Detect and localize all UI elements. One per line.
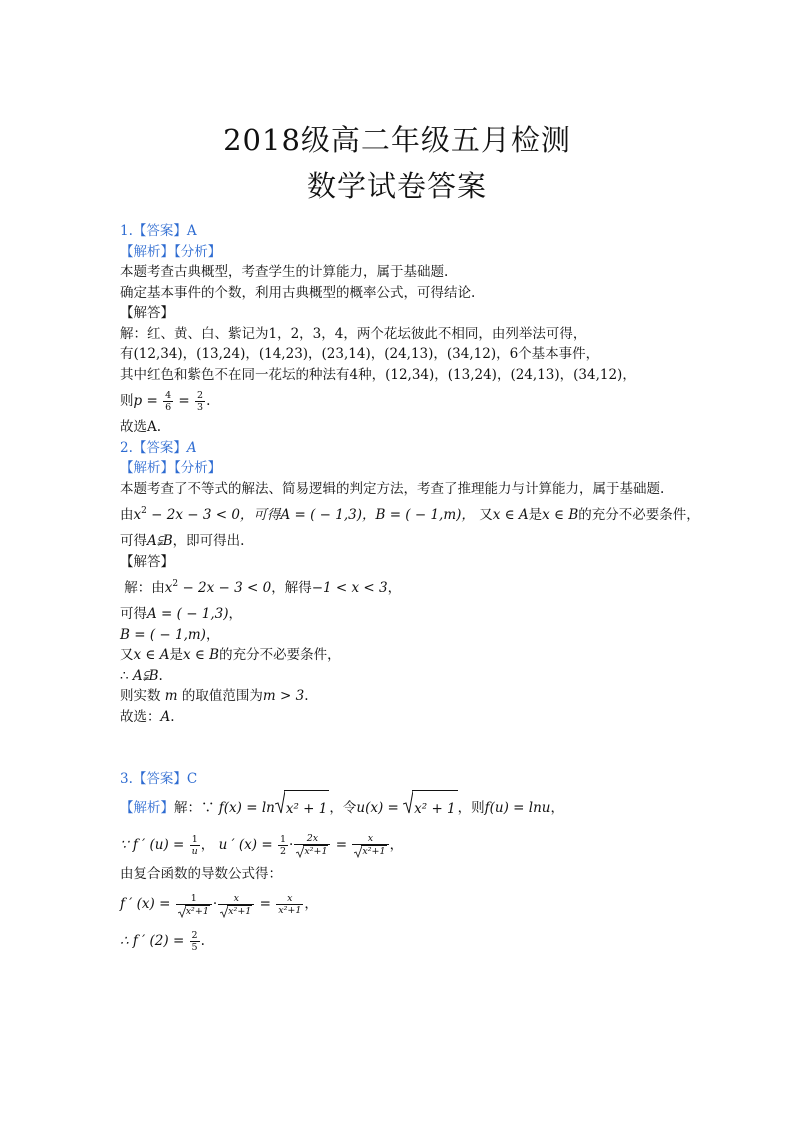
q3-line-5: ∴ f ′ (2) = $\frac{2}{5}$ . — [120, 930, 205, 953]
sqrt: x² + 1 — [403, 790, 458, 827]
sqrt: x² + 1 — [275, 790, 330, 827]
q2-conclusion: 故选：A. — [120, 708, 175, 725]
fraction: $\frac{2}{3}$ — [197, 390, 204, 413]
fraction: $\frac{4}{6}$ — [165, 390, 172, 413]
q1-para-5: 其中红色和紫色不在同一花坛的种法有4种，(12,34)，(13,24)，(24,13)，(34,12)， — [120, 366, 636, 383]
q2-para-7: 又x ∈ A是x ∈ B的充分不必要条件， — [120, 647, 341, 663]
page-title: 2018级高二年级五月检测 — [223, 123, 571, 157]
q1-para-3: 解：红、黄、白、紫记为1，2，3，4，两个花坛彼此不相同，由列举法可得， — [120, 325, 587, 342]
q2-para-9: 则实数 m 的取值范围为m > 3. — [120, 688, 309, 704]
answer-content — [120, 221, 740, 958]
q1-solve-tag: 【解答】 — [120, 305, 174, 321]
q1-analysis-tag: 【解析】【分析】 — [120, 243, 222, 260]
spacer — [120, 727, 740, 769]
q2-para-2: 由$x^2 - 2x - 3 < 0$，可得A = ( − 1,3)，B = ( − 1,m)， 又x ∈ A是x ∈ B的充分不必要条件， — [120, 506, 700, 523]
q1-para-2: 确定基本事件的个数，利用古典概型的概率公式，可得结论. — [120, 284, 476, 301]
q2-para-4: 解：由$x^2 - 2x - 3 < 0$，解得−1 < x < 3， — [124, 579, 402, 596]
q1-para-1: 本题考查古典概型，考查学生的计算能力，属于基础题. — [120, 264, 449, 280]
q2-para-6: B = ( − 1,m)， — [120, 626, 220, 643]
q1-conclusion: 故选A. — [120, 419, 162, 435]
q2-analysis-tag: 【解析】【分析】 — [120, 460, 222, 476]
q3-line-1: 【解析】解：∵ f(x) = ln x² + 1 ，令u(x) = x² + 1 ，则f(u) = lnu， — [120, 790, 740, 826]
q2-para-8: ∴ A⫋B. — [120, 667, 163, 684]
q1-para-4: 有(12,34)，(13,24)，(14,23)，(23,14)，(24,13)，(34,12)，6个基本事件， — [120, 346, 600, 362]
page-subtitle: 数学试卷答案 — [306, 169, 487, 203]
q3-line-3: 由复合函数的导数公式得： — [120, 865, 282, 882]
q1-probability-line: 则p = $\frac{4}{6}$ = $\frac{2}{3}$ . — [120, 390, 211, 413]
q3-line-4: f ′ (x) = $\frac{1}{\text{x²+1}}$ · $\frac{x}{\text{x²+1}}$ = $\frac{x}{\text{x²+1}}$ ， — [120, 892, 318, 917]
q2-para-5: 可得A = ( − 1,3)， — [120, 606, 243, 622]
q1-answer-label: 1.【答案】A — [120, 223, 197, 239]
q3-answer-label: 3.【答案】C — [120, 771, 198, 787]
q2-para-3: 可得A⫋B，即可得出. — [120, 533, 245, 549]
q3-line-2: ∵ f ′ (u) = $\frac{1}{u}$ ， u ′ (x) = $\frac{1}{2}$ · $\frac{2x}{\text{x²+1}}$ = $\frac{x}{\text{x²+1}}$ ， — [120, 833, 404, 857]
q2-solve-tag: 【解答】 — [120, 553, 174, 570]
q2-para-1: 本题考查了不等式的解法、简易逻辑的判定方法，考查了推理能力与计算能力，属于基础题. — [120, 480, 665, 497]
q2-answer-label: 2.【答案】A — [120, 439, 197, 456]
